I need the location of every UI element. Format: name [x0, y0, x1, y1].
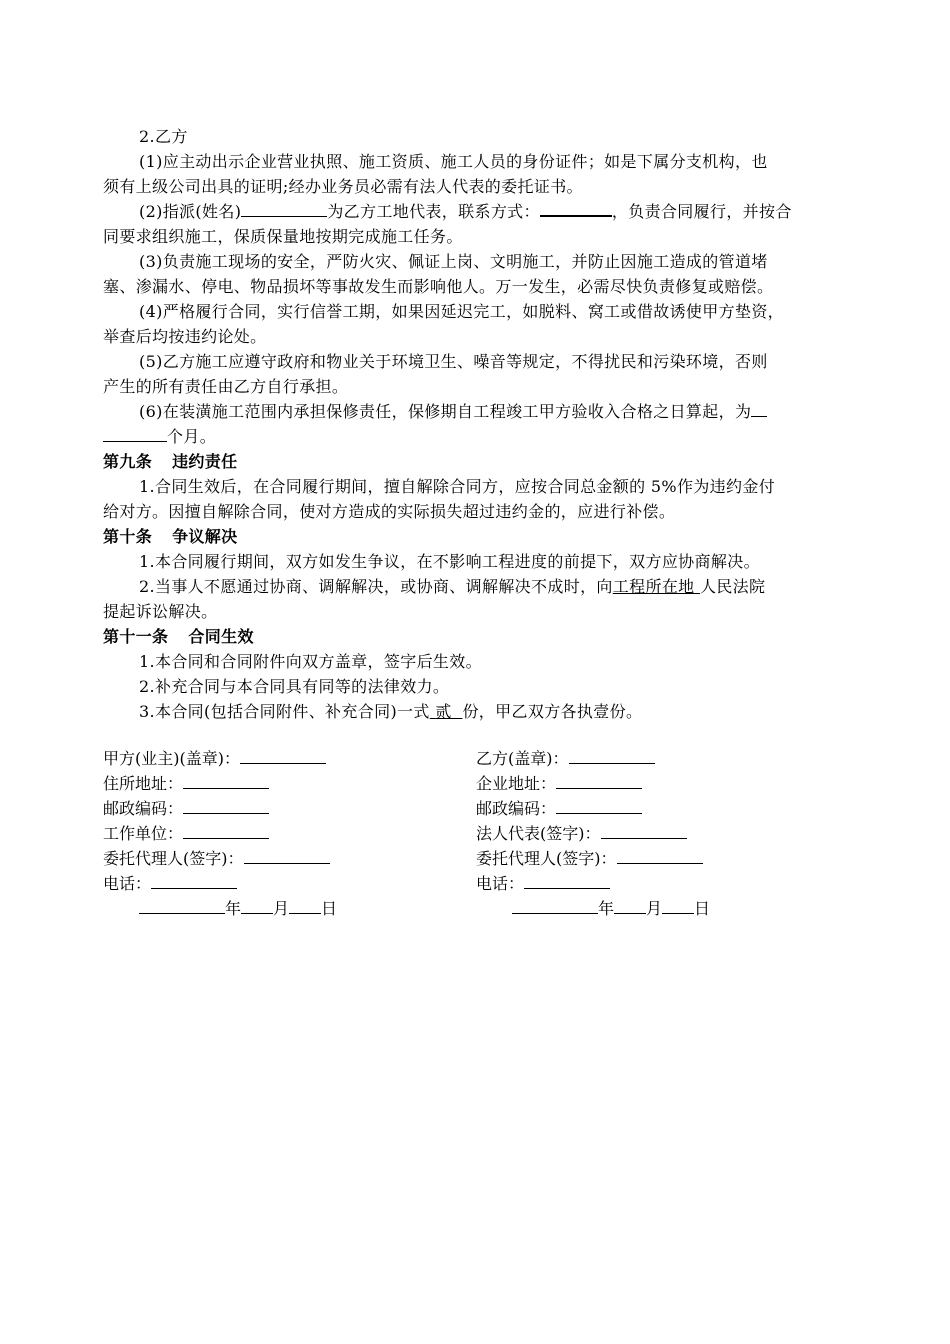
party-a-year-blank — [139, 899, 225, 914]
party-b-month-blank — [614, 899, 646, 914]
article-11-text-a: 3.本合同(包括合同附件、补充合同)一式 — [139, 702, 430, 721]
party-b-seal-blank — [569, 749, 655, 764]
clause-6-line-2 — [103, 424, 861, 449]
party-a-month-blank — [241, 899, 273, 914]
signature-row-1 — [103, 746, 861, 771]
clause-1-line-2: 须有上级公司出具的证明;经办业务员必需有法人代表的委托证书。 — [103, 177, 583, 196]
signature-date-row — [103, 896, 861, 921]
party-b-phone-blank — [524, 874, 610, 889]
signature-row-4 — [103, 821, 861, 846]
year-label: 年 — [225, 899, 242, 918]
clause-3-line-2: 塞、渗漏水、停电、物品损坏等事故发生而影响他人。万一发生，必需尽快负责修复或赔偿。 — [103, 277, 774, 296]
article-10-para-1: 1.本合同履行期间，双方如发生争议，在不影响工程进度的前提下，双方应协商解决。 — [139, 552, 760, 571]
clause-2-text-b: 为乙方工地代表，联系方式： — [327, 202, 540, 221]
party-b-heading: 2.乙方 — [139, 127, 188, 146]
article-10-text-b: 人民法院 — [699, 577, 766, 596]
party-b-legal-rep-label: 法人代表(签字)： — [476, 824, 601, 843]
clause-4-line-1: (4)严格履行合同，实行信誉工期，如果因延迟完工，如脱料、窝工或借故诱使甲方垫资， — [139, 302, 785, 321]
clause-2-text-a: (2)指派(姓名) — [139, 202, 242, 221]
party-b-phone-label: 电话： — [476, 874, 525, 893]
month-label: 月 — [646, 899, 663, 918]
party-b-seal-label: 乙方(盖章)： — [476, 749, 569, 768]
copies-count: 贰 — [435, 702, 452, 721]
clause-2-line-2: 同要求组织施工，保质保量地按期完成施工任务。 — [103, 227, 463, 246]
article-11-text-b: 份，甲乙双方各执壹份。 — [462, 702, 643, 721]
year-label: 年 — [598, 899, 615, 918]
contract-page — [103, 124, 861, 921]
party-a-seal-label: 甲方(业主)(盖章)： — [103, 749, 240, 768]
warranty-blank-b — [103, 427, 167, 442]
signature-row-3 — [103, 796, 861, 821]
signature-row-2 — [103, 771, 861, 796]
article-9-heading — [103, 449, 861, 474]
party-b-postcode-label: 邮政编码： — [476, 799, 557, 818]
party-b-legal-rep-blank — [601, 824, 687, 839]
party-a-postcode-blank — [183, 799, 269, 814]
party-a-agent-blank — [244, 849, 330, 864]
party-a-phone-blank — [151, 874, 237, 889]
contact-blank — [540, 201, 612, 217]
clause-6-text: (6)在装潢施工范围内承担保修责任，保修期自工程竣工甲方验收入合格之日算起，为 — [139, 402, 752, 421]
article-11-title: 第十一条 — [103, 627, 169, 646]
clause-5-line-1: (5)乙方施工应遵守政府和物业关于环境卫生、噪音等规定，不得扰民和污染环境，否则 — [139, 352, 768, 371]
day-label: 日 — [694, 899, 711, 918]
clause-3-line-1: (3)负责施工现场的安全，严防火灾、佩证上岗、文明施工，并防止因施工造成的管道堵 — [139, 252, 768, 271]
article-11-name: 合同生效 — [188, 627, 254, 646]
court-location: 工程所在地 — [612, 577, 695, 596]
party-a-seal-blank — [240, 749, 326, 764]
signature-row-6 — [103, 871, 861, 896]
article-10-text-a: 2.当事人不愿通过协商、调解解决，或协商、调解解决不成时，向 — [139, 577, 613, 596]
day-label: 日 — [321, 899, 338, 918]
article-10-heading — [103, 524, 861, 549]
article-9-para-1: 1.合同生效后，在合同履行期间，擅自解除合同方，应按合同总金额的 5%作为违约金付 — [139, 477, 776, 496]
party-b-day-blank — [662, 899, 694, 914]
article-11-para-3 — [103, 699, 861, 724]
clause-4-line-2: 举查后均按违约论处。 — [103, 327, 267, 346]
party-b-agent-label: 委托代理人(签字)： — [476, 849, 617, 868]
party-a-address-label: 住所地址： — [103, 774, 184, 793]
party-b-address-blank — [556, 774, 642, 789]
months-text: 个月。 — [167, 427, 217, 446]
clause-2-text-c: ，负责合同履行，并按合 — [611, 202, 792, 221]
month-label: 月 — [273, 899, 290, 918]
party-b-date — [512, 896, 710, 921]
party-a-phone-label: 电话： — [103, 874, 152, 893]
party-a-employer-label: 工作单位： — [103, 824, 184, 843]
party-a-employer-blank — [183, 824, 269, 839]
party-a-postcode-label: 邮政编码： — [103, 799, 184, 818]
article-9-para-2: 给对方。因擅自解除合同，使对方造成的实际损失超过违约金的，应进行补偿。 — [103, 502, 676, 521]
signature-row-5 — [103, 846, 861, 871]
article-11-para-1: 1.本合同和合同附件向双方盖章，签字后生效。 — [139, 652, 482, 671]
clause-5-line-2: 产生的所有责任由乙方自行承担。 — [103, 377, 349, 396]
clause-6-line-1 — [103, 399, 861, 424]
article-10-title: 第十条 — [103, 527, 153, 546]
name-blank — [241, 202, 327, 217]
article-9-name: 违约责任 — [172, 452, 238, 471]
article-11-heading — [103, 624, 861, 649]
article-10-name: 争议解决 — [172, 527, 238, 546]
party-b-postcode-blank — [556, 799, 642, 814]
party-b-agent-blank — [617, 849, 703, 864]
warranty-blank-a — [751, 402, 767, 417]
party-a-agent-label: 委托代理人(签字)： — [103, 849, 244, 868]
clause-2-line-1 — [103, 199, 861, 224]
party-a-address-blank — [183, 774, 269, 789]
article-10-para-3: 提起诉讼解决。 — [103, 602, 218, 621]
party-a-date — [139, 896, 337, 921]
party-b-year-blank — [512, 899, 598, 914]
party-a-day-blank — [289, 899, 321, 914]
article-10-para-2 — [103, 574, 861, 599]
article-9-title: 第九条 — [103, 452, 153, 471]
article-11-para-2: 2.补充合同与本合同具有同等的法律效力。 — [139, 677, 450, 696]
party-b-address-label: 企业地址： — [476, 774, 557, 793]
clause-1-line-1: (1)应主动出示企业营业执照、施工资质、施工人员的身份证件；如是下属分支机构，也 — [139, 152, 768, 171]
